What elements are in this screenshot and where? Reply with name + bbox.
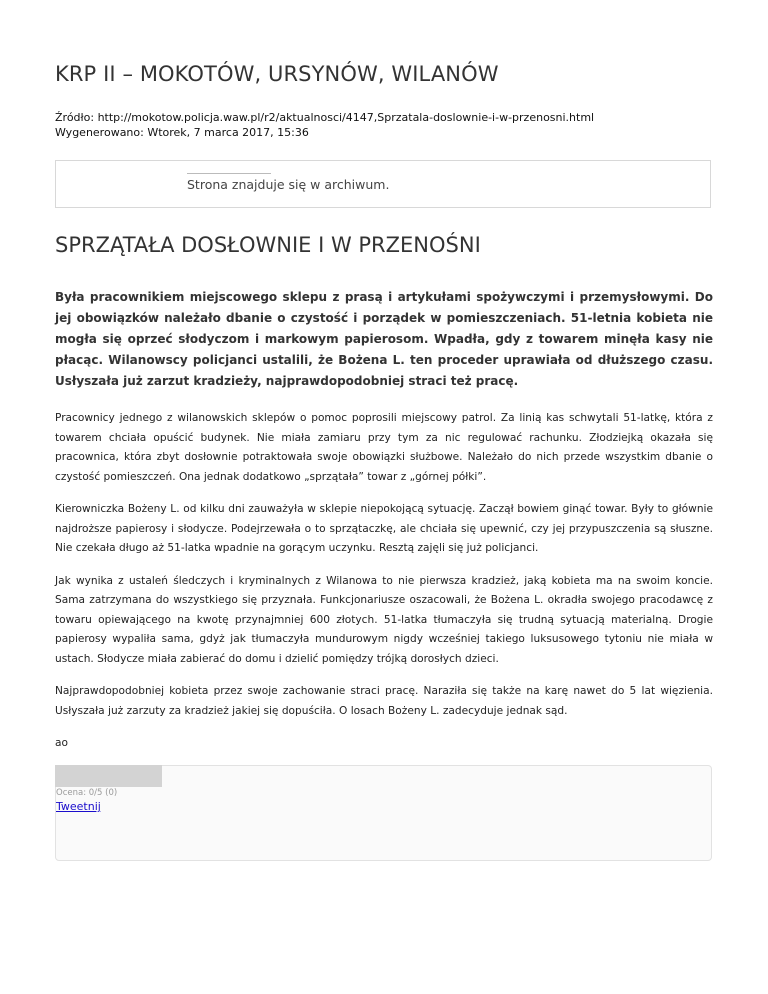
generated-line: Wygenerowano: Wtorek, 7 marca 2017, 15:36 — [55, 126, 309, 139]
article-title: SPRZĄTAŁA DOSŁOWNIE I W PRZENOŚNI — [55, 233, 481, 257]
archive-divider — [187, 173, 271, 174]
site-title: KRP II – MOKOTÓW, URSYNÓW, WILANÓW — [55, 62, 499, 86]
rating-stars-placeholder[interactable] — [55, 765, 162, 787]
tweet-link[interactable]: Tweetnij — [56, 800, 101, 813]
print-meta — [55, 110, 594, 140]
article-paragraph: Kierowniczka Bożeny L. od kilku dni zauważyła w sklepie niepokojącą sytuację. Zaczął bowiem ginąć towar. Były to głównie najdroższe papierosy i słodycze. Podejrzewała o to sprzątaczkę, ale chciała się upewnić, czy jej przypuszczenia są słuszne. Nie czekała długo aż 51-latka wpadnie na gorącym uczynku. Resztą zajęli się już policjanci. — [55, 503, 713, 554]
article-paragraph: Jak wynika z ustaleń śledczych i kryminalnych z Wilanowa to nie pierwsza kradzież, jaką kobieta ma na swoim koncie. Sama zatrzymana do wszystkiego się przyznała. Funkcjonariusze oszacowali, że Bożena L. okradła swojego pracodawcę z towaru opiewającego na kwotę przynajmniej 600 złotych. 51-latka tłumaczyła się trudną sytuacją materialną. Drogie papierosy wypaliła sama, gdyż jak tłumaczyła mundurowym nigdy wcześniej takiego luksusowego tytoniu nie miała w ustach. Słodycze miała zabierać do domu i dzielić pomiędzy trójką dorosłych dzieci. — [55, 574, 713, 665]
article-paragraph: Najprawdopodobniej kobieta przez swoje zachowanie straci pracę. Naraziła się także na karę nawet do 5 lat więzienia. Usłyszała już zarzuty za kradzież jakiej się dopuściła. O losach Bożeny L. zadecyduje jednak sąd. — [55, 685, 713, 717]
article-author: ao — [55, 737, 68, 749]
rating-box — [55, 765, 712, 861]
article-paragraph: Pracownicy jednego z wilanowskich sklepów o pomoc poprosili miejscowy patrol. Za linią kas schwytali 51-latkę, która z towarem chciała opuścić budynek. Nie miała zamiaru przy tym za nic regulować rachunku. Złodziejką okazała się pracownica, która zbyt dosłownie potraktowała swoje obowiązki służbowe. Należało do nich przede wszystkim dbanie o czystość pomieszczeń. Ona jednak dodatkowo „sprzątała” towar z „górnej półki”. — [55, 412, 713, 483]
archive-notice: Strona znajduje się w archiwum. — [187, 177, 390, 192]
article-lead: Była pracownikiem miejscowego sklepu z prasą i artykułami spożywczymi i przemysłowymi. Do jej obowiązków należało dbanie o czystość i porządek w pomieszczeniach. 51-letnia kobieta nie mogła się oprzeć słodyczom i markowym papierosom. Wpadła, gdy z towarem minęła kasy nie płacąc. Wilanowscy policjanci ustalili, że Bożena L. ten proceder uprawiała od dłuższego czasu. Usłyszała już zarzut kradzieży, najprawdopodobniej straci też pracę. — [55, 290, 713, 388]
article-body — [55, 287, 713, 754]
source-line: Źródło: http://mokotow.policja.waw.pl/r2/aktualnosci/4147,Sprzatala-doslownie-i-w-przenosni.html — [55, 111, 595, 124]
archive-notice-box — [55, 160, 711, 208]
rating-score: Ocena: 0/5 (0) — [56, 788, 118, 798]
